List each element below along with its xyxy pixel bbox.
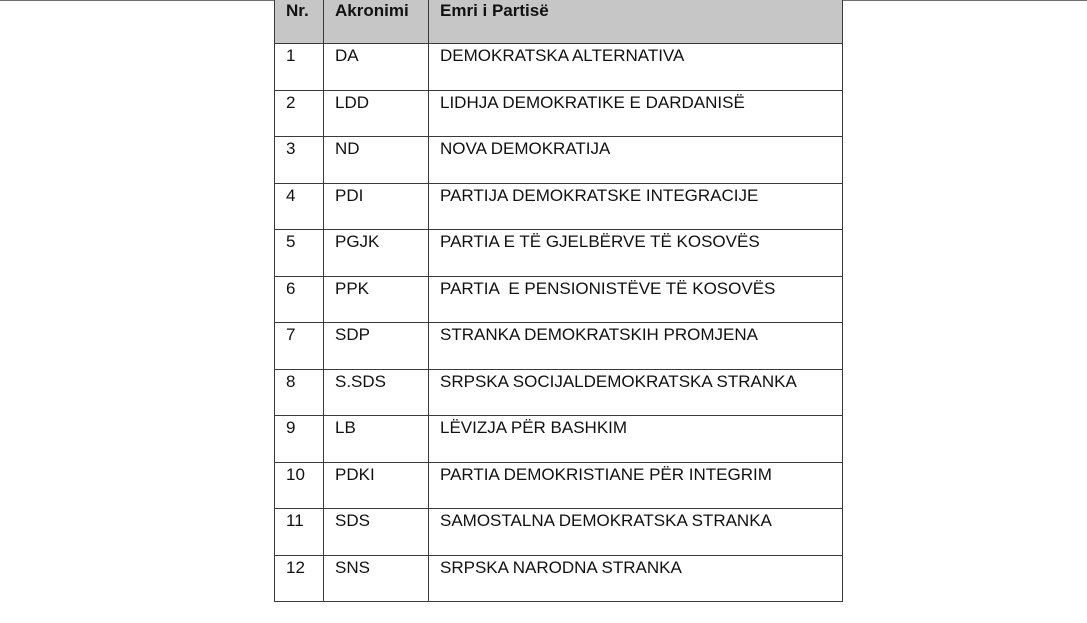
row-party-name: PARTIA DEMOKRISTIANE PËR INTEGRIM	[429, 462, 843, 509]
row-nr: 3	[275, 137, 324, 184]
row-nr: 4	[275, 183, 324, 230]
row-party-name: NOVA DEMOKRATIJA	[429, 137, 843, 184]
table-row	[275, 369, 843, 416]
table-row	[275, 183, 843, 230]
row-party-name: SAMOSTALNA DEMOKRATSKA STRANKA	[429, 509, 843, 556]
row-acronym: SNS	[324, 555, 429, 602]
row-acronym: LB	[324, 416, 429, 463]
table-row	[275, 137, 843, 184]
row-acronym: ND	[324, 137, 429, 184]
row-nr: 10	[275, 462, 324, 509]
row-nr: 2	[275, 90, 324, 137]
header-party-name: Emri i Partisë	[429, 0, 843, 44]
header-nr: Nr.	[275, 0, 324, 44]
row-party-name: DEMOKRATSKA ALTERNATIVA	[429, 44, 843, 91]
row-party-name: STRANKA DEMOKRATSKIH PROMJENA	[429, 323, 843, 370]
row-acronym: SDP	[324, 323, 429, 370]
parties-table	[274, 0, 843, 602]
row-acronym: SDS	[324, 509, 429, 556]
header-acronym: Akronimi	[324, 0, 429, 44]
row-nr: 8	[275, 369, 324, 416]
table-row	[275, 44, 843, 91]
row-acronym: S.SDS	[324, 369, 429, 416]
row-nr: 12	[275, 555, 324, 602]
row-nr: 9	[275, 416, 324, 463]
table-row	[275, 462, 843, 509]
table-header-row	[275, 0, 843, 44]
table-body	[275, 44, 843, 602]
table-row	[275, 90, 843, 137]
table-row	[275, 509, 843, 556]
row-party-name: SRPSKA SOCIJALDEMOKRATSKA STRANKA	[429, 369, 843, 416]
table-row	[275, 555, 843, 602]
row-nr: 7	[275, 323, 324, 370]
row-party-name: SRPSKA NARODNA STRANKA	[429, 555, 843, 602]
row-acronym: PDKI	[324, 462, 429, 509]
row-nr: 1	[275, 44, 324, 91]
row-acronym: LDD	[324, 90, 429, 137]
table-row	[275, 323, 843, 370]
row-party-name: PARTIJA DEMOKRATSKE INTEGRACIJE	[429, 183, 843, 230]
table-row	[275, 416, 843, 463]
row-acronym: PGJK	[324, 230, 429, 277]
row-acronym: DA	[324, 44, 429, 91]
row-acronym: PPK	[324, 276, 429, 323]
row-nr: 11	[275, 509, 324, 556]
row-party-name: LIDHJA DEMOKRATIKE E DARDANISË	[429, 90, 843, 137]
row-acronym: PDI	[324, 183, 429, 230]
row-party-name: PARTIA E TË GJELBËRVE TË KOSOVËS	[429, 230, 843, 277]
row-nr: 6	[275, 276, 324, 323]
row-party-name: LËVIZJA PËR BASHKIM	[429, 416, 843, 463]
table-row	[275, 276, 843, 323]
table-row	[275, 230, 843, 277]
row-nr: 5	[275, 230, 324, 277]
row-party-name: PARTIA E PENSIONISTËVE TË KOSOVËS	[429, 276, 843, 323]
